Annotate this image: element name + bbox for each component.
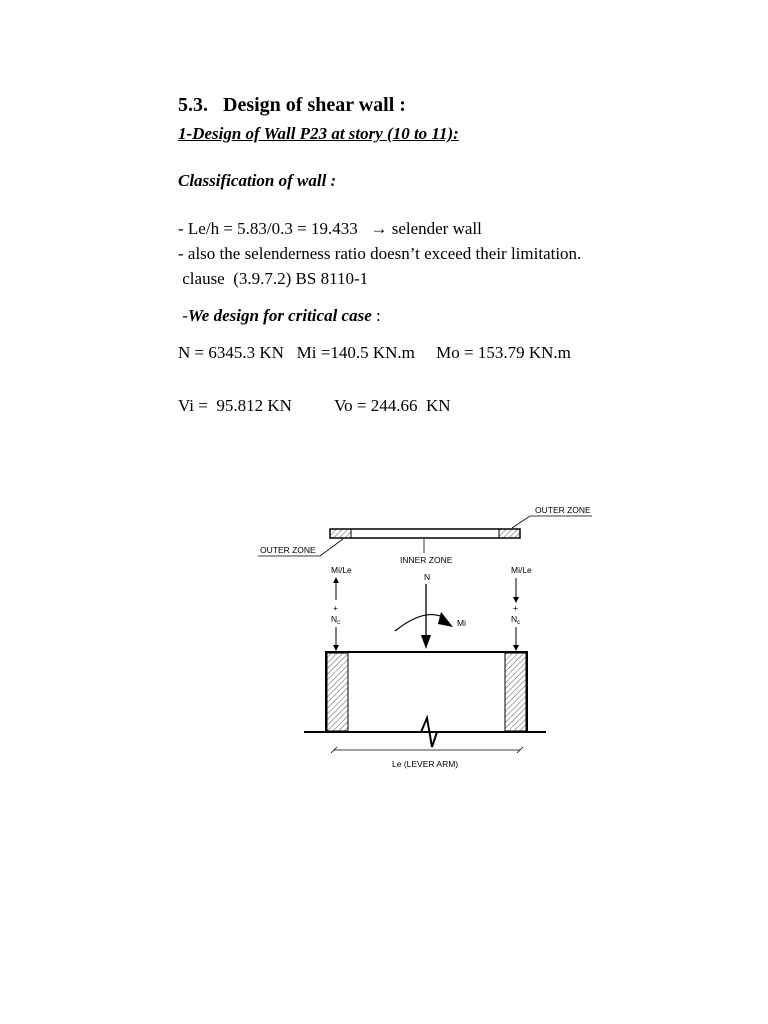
moment-arc bbox=[395, 615, 445, 631]
nc-right-label: $N_c$ bbox=[511, 614, 521, 626]
n-label: N bbox=[424, 572, 431, 582]
plan-outer-zone-left bbox=[330, 529, 351, 538]
outer-zone-top-leader bbox=[512, 516, 592, 528]
plus-right-label: + bbox=[513, 603, 518, 613]
plan-wall-outline bbox=[330, 529, 520, 538]
elevation-outer-zone-left bbox=[327, 653, 348, 731]
clause-line: clause (3.9.7.2) BS 8110-1 bbox=[178, 269, 369, 288]
mi-label: Mi bbox=[457, 618, 466, 628]
section-title: 5.3. Design of shear wall : bbox=[178, 94, 406, 116]
plus-left-label: + bbox=[333, 603, 338, 613]
classification-heading: Classification of wall : bbox=[178, 171, 337, 190]
critical-case-emphasis: We design for critical case bbox=[187, 306, 372, 325]
critical-case-suffix: : bbox=[371, 306, 381, 325]
le-h-ratio-line: - Le/h = 5.83/0.3 = 19.433 → selender wall bbox=[178, 219, 482, 238]
plan-outer-zone-right bbox=[499, 529, 520, 538]
selenderness-line: - also the selenderness ratio doesn’t exceed their limitation. bbox=[178, 244, 582, 263]
moment-arrowhead bbox=[438, 612, 453, 627]
elevation-outer-zone-right bbox=[505, 653, 526, 731]
shear-line: Vi = 95.812 KN Vo = 244.66 KN bbox=[178, 396, 451, 415]
outer-zone-left-label: OUTER ZONE bbox=[260, 545, 316, 555]
nc-left-label: $N_c$ bbox=[331, 614, 341, 626]
axial-load-arrowhead bbox=[421, 635, 431, 649]
inner-zone-label: INNER ZONE bbox=[400, 555, 453, 565]
lever-arm-label: Le (LEVER ARM) bbox=[392, 759, 459, 769]
mi-le-left-label: Mi/Le bbox=[331, 565, 352, 575]
subsection-title: 1-Design of Wall P23 at story (10 to 11): bbox=[178, 124, 459, 143]
mi-le-right-label: Mi/Le bbox=[511, 565, 532, 575]
outer-zone-top-label: OUTER ZONE bbox=[535, 505, 591, 515]
forces-line: N = 6345.3 KN Mi =140.5 KN.m Mo = 153.79 KN.m bbox=[178, 343, 571, 362]
critical-case-prefix: - bbox=[178, 306, 188, 325]
